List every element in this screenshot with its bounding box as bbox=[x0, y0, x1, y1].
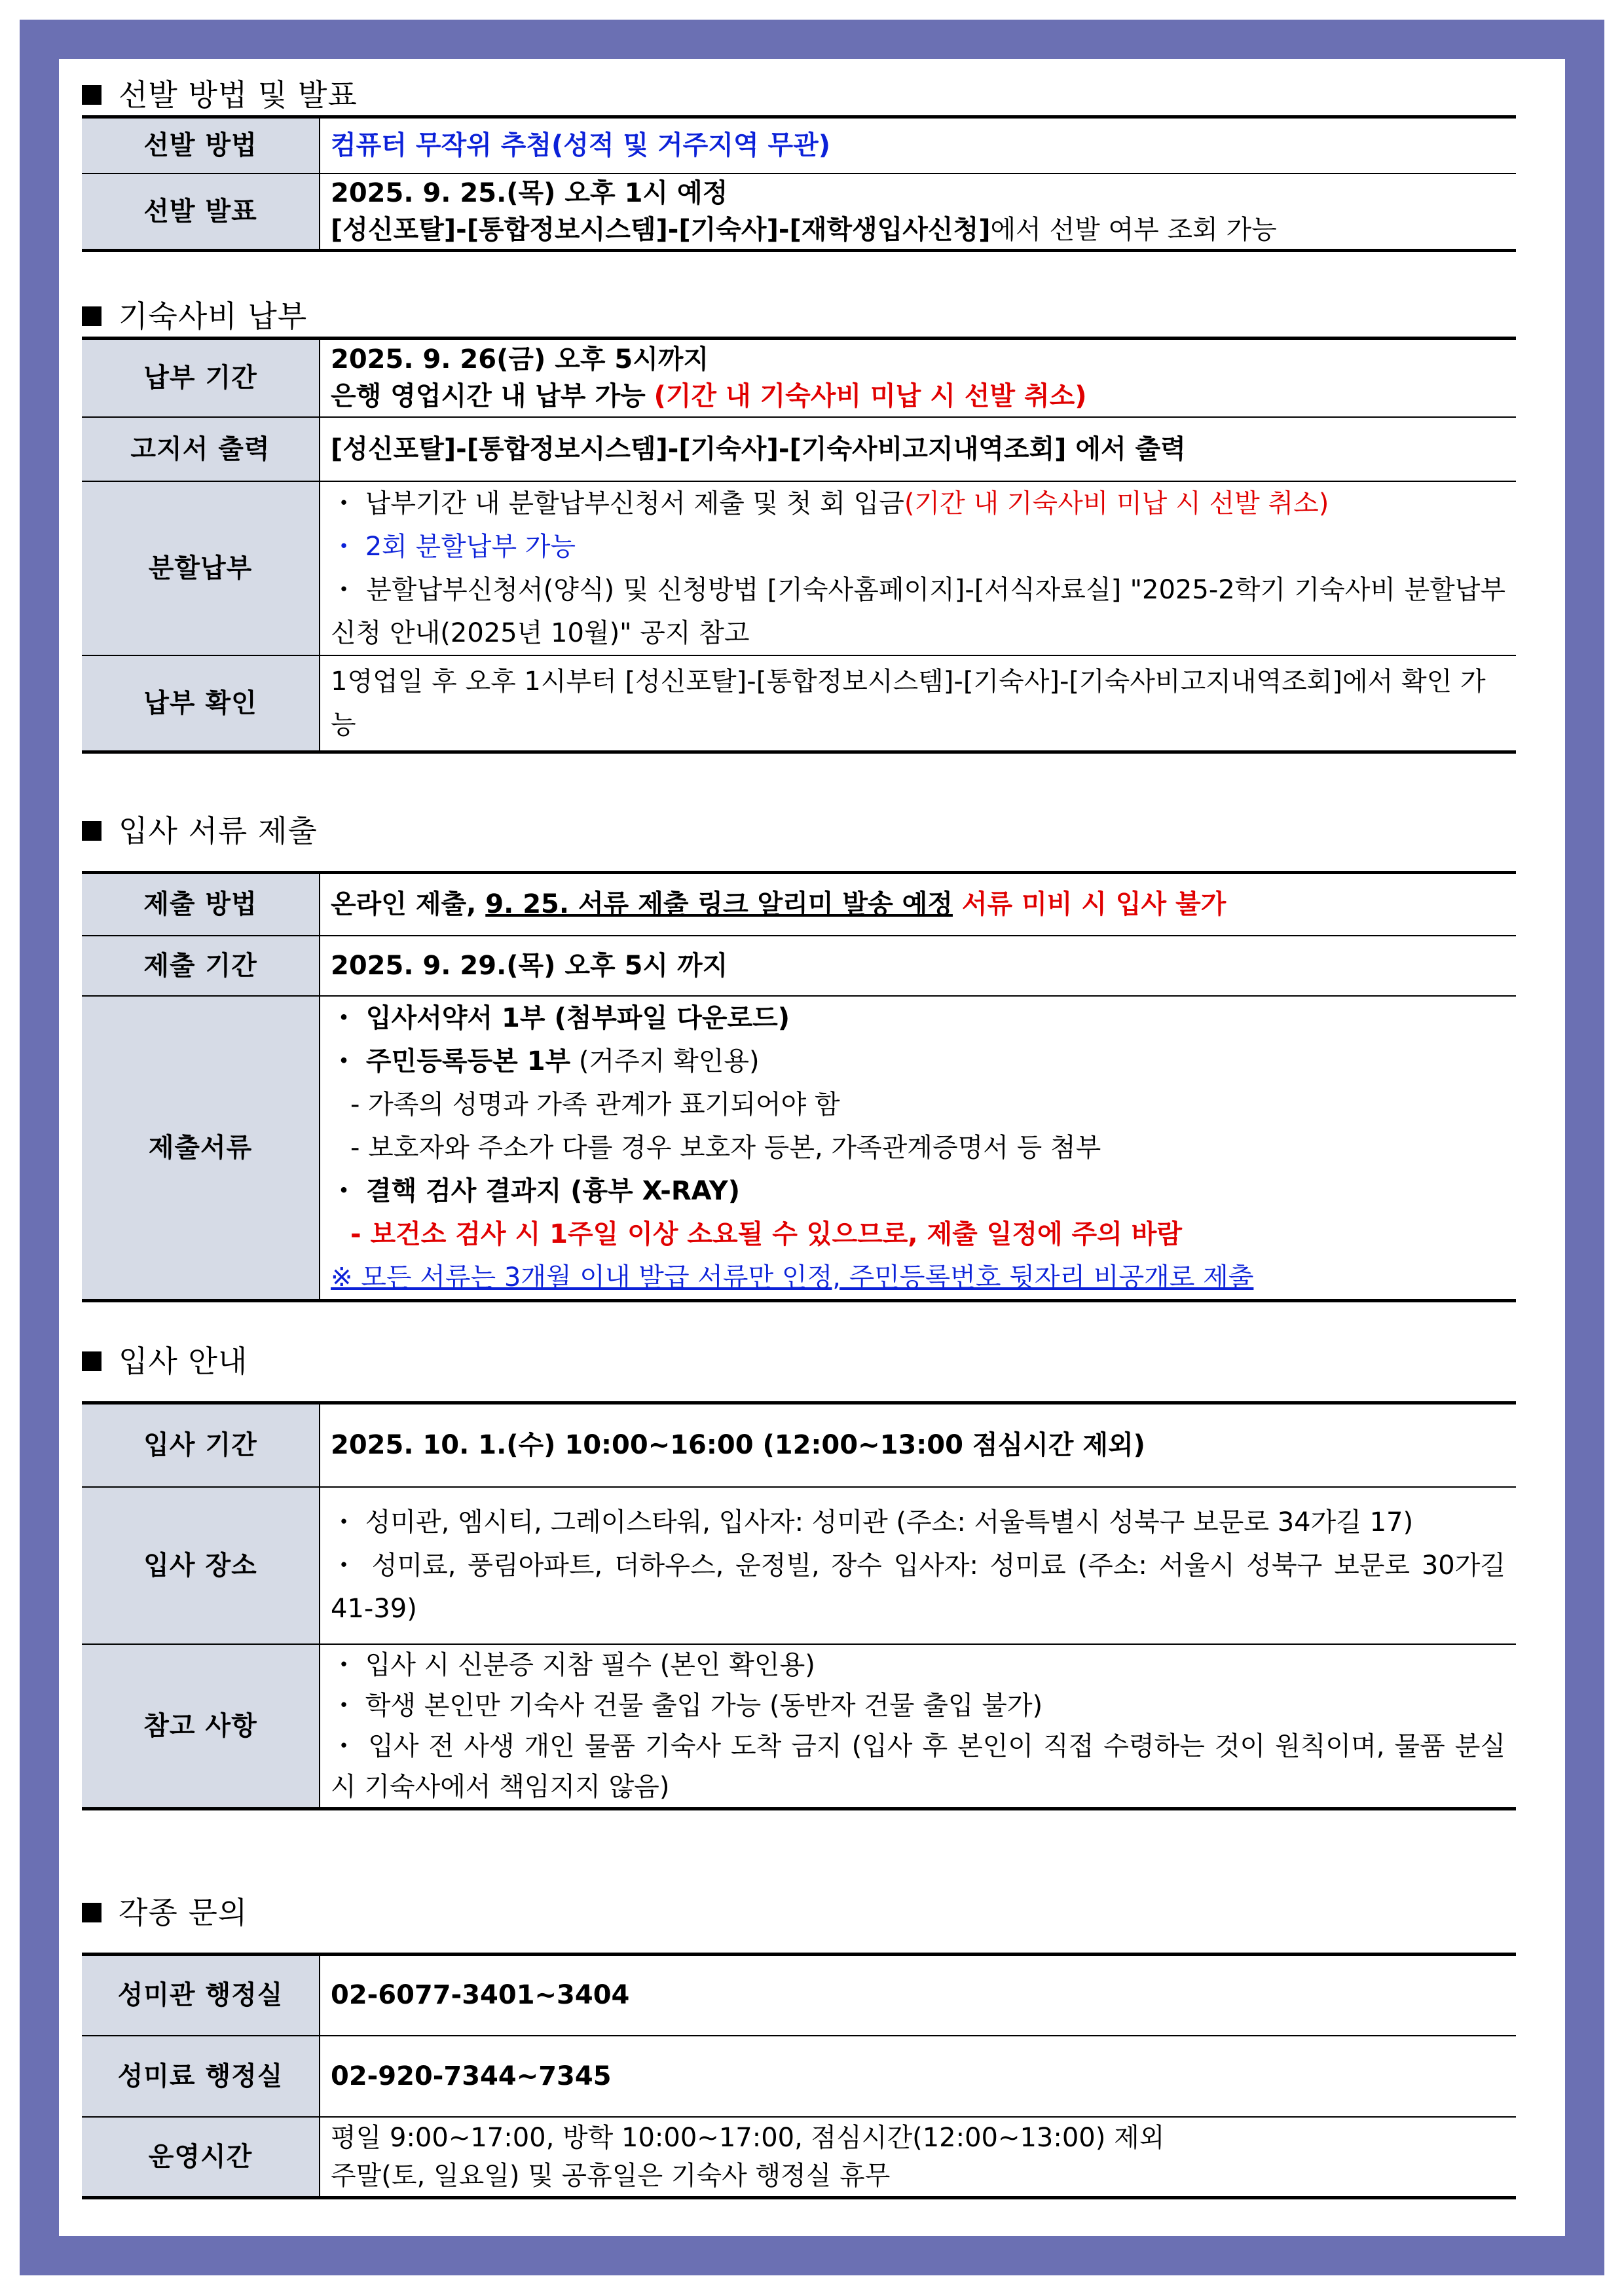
row-label: 선발 방법 bbox=[82, 117, 320, 174]
phone-number: 02-920-7344~7345 bbox=[320, 2036, 1516, 2117]
square-bullet-icon bbox=[82, 1351, 101, 1371]
table-row bbox=[82, 1955, 1516, 2036]
table-row bbox=[82, 117, 1516, 174]
row-value: 2025. 9. 26(금) 오후 5시까지 은행 영업시간 내 납부 가능 (기간 내 기숙사비 미납 시 선발 취소) bbox=[331, 344, 1087, 412]
table-row bbox=[82, 481, 1516, 655]
table-row bbox=[82, 996, 1516, 1301]
row-label: 고지서 출력 bbox=[82, 417, 320, 481]
section-movein bbox=[82, 1341, 1516, 1810]
documents-table bbox=[82, 871, 1516, 1302]
document-page bbox=[59, 59, 1565, 2236]
square-bullet-icon bbox=[82, 85, 101, 105]
row-label: 선발 발표 bbox=[82, 174, 320, 251]
table-row bbox=[82, 936, 1516, 996]
row-value: 2025. 9. 25.(목) 오후 1시 예정 [성신포탈]-[통합정보시스템]-[기숙사]-[재학생입사신청]에서 선발 여부 조회 가능 bbox=[320, 174, 1516, 251]
phone-number: 02-6077-3401~3404 bbox=[331, 1980, 630, 2011]
row-value: 1영업일 후 오후 1시부터 [성신포탈]-[통합정보시스템]-[기숙사]-[기숙사비고지내역조회]에서 확인 가능 bbox=[320, 655, 1516, 752]
row-label: 납부 기간 bbox=[82, 339, 320, 417]
row-value: 온라인 제출, 9. 25. 서류 제출 링크 알리미 발송 예정 서류 미비 시 입사 불가 bbox=[331, 889, 1227, 920]
contact-table bbox=[82, 1953, 1516, 2199]
row-label: 입사 기간 bbox=[82, 1403, 320, 1487]
row-value: ・ 입사 시 신분증 지참 필수 (본인 확인용) ・ 학생 본인만 기숙사 건물 출입 가능 (동반자 건물 출입 불가) ・ 입사 전 사생 개인 물품 기숙사 도착 금지 (입사 후 본인이 직접 수령하는 것이 원칙이며, 물품 분실 시 기숙사에서 책임지지 않음) bbox=[320, 1644, 1516, 1809]
section-contact bbox=[82, 1892, 1516, 2199]
square-bullet-icon bbox=[82, 306, 101, 326]
section-title: 입사 안내 bbox=[82, 1341, 1516, 1382]
table-row bbox=[82, 174, 1516, 251]
row-label: 제출 기간 bbox=[82, 936, 320, 996]
row-label: 운영시간 bbox=[82, 2117, 320, 2198]
row-label: 제출서류 bbox=[82, 996, 320, 1301]
row-value: 2025. 9. 29.(목) 오후 5시 까지 bbox=[320, 936, 1516, 996]
square-bullet-icon bbox=[82, 1903, 101, 1922]
row-label: 성미료 행정실 bbox=[82, 2036, 320, 2117]
row-value: 평일 9:00~17:00, 방학 10:00~17:00, 점심시간(12:00~13:00) 제외 주말(토, 일요일) 및 공휴일은 기숙사 행정실 휴무 bbox=[320, 2117, 1516, 2198]
row-value: ・ 납부기간 내 분할납부신청서 제출 및 첫 회 입금(기간 내 기숙사비 미납 시 선발 취소) ・ 2회 분할납부 가능 ・ 분할납부신청서(양식) 및 신청방법 [기숙사홈페이지]-[서식자료실] "2025-2학기 기숙사비 분할납부 신청 안내(2025년 10월)" 공지 참고 bbox=[320, 481, 1516, 655]
row-label: 성미관 행정실 bbox=[82, 1955, 320, 2036]
table-row bbox=[82, 873, 1516, 936]
section-title: 입사 서류 제출 bbox=[82, 811, 1516, 851]
row-label: 납부 확인 bbox=[82, 655, 320, 752]
table-row bbox=[82, 1403, 1516, 1487]
table-row bbox=[82, 1487, 1516, 1644]
row-value: ・ 성미관, 엠시티, 그레이스타워, 입사자: 성미관 (주소: 서울특별시 성북구 보문로 34가길 17) ・ 성미료, 풍림아파트, 더하우스, 운정빌, 장수 입사자: 성미료 (주소: 서울시 성북구 보문로 30가길 41-39) bbox=[320, 1487, 1516, 1644]
row-label: 제출 방법 bbox=[82, 873, 320, 936]
row-label: 입사 장소 bbox=[82, 1487, 320, 1644]
section-selection bbox=[82, 75, 1516, 252]
section-fee bbox=[82, 296, 1516, 754]
movein-table bbox=[82, 1401, 1516, 1810]
table-row bbox=[82, 655, 1516, 752]
table-row bbox=[82, 1644, 1516, 1809]
section-title: 기숙사비 납부 bbox=[82, 296, 1516, 337]
section-documents bbox=[82, 811, 1516, 1302]
row-label: 참고 사항 bbox=[82, 1644, 320, 1809]
table-row bbox=[82, 339, 1516, 417]
table-row bbox=[82, 417, 1516, 481]
row-value: [성신포탈]-[통합정보시스템]-[기숙사]-[기숙사비고지내역조회] 에서 출력 bbox=[320, 417, 1516, 481]
fee-table bbox=[82, 337, 1516, 754]
row-label: 분할납부 bbox=[82, 481, 320, 655]
row-value: 2025. 10. 1.(수) 10:00~16:00 (12:00~13:00 점심시간 제외) bbox=[331, 1430, 1145, 1461]
table-row bbox=[82, 2036, 1516, 2117]
row-value: ・ 입사서약서 1부 (첨부파일 다운로드) ・ 주민등록등본 1부 (거주지 확인용) - 가족의 성명과 가족 관계가 표기되어야 함 - 보호자와 주소가 다를 경우 보호자 등본, 가족관계증명서 등 첨부 ・ 결핵 검사 결과지 (흉부 X-RAY) - 보건소 검사 시 1주일 이상 소요될 수 있으므로, 제출 일정에 주의 바람 ※ 모든 서류는 3개월 이내 발급 서류만 인정, 주민등록번호 뒷자리 비공개로 제출 bbox=[320, 996, 1516, 1301]
square-bullet-icon bbox=[82, 821, 101, 841]
section-title: 선발 방법 및 발표 bbox=[82, 75, 1516, 115]
selection-table bbox=[82, 115, 1516, 252]
table-row bbox=[82, 2117, 1516, 2198]
row-value: 컴퓨터 무작위 추첨(성적 및 거주지역 무관) bbox=[331, 130, 831, 161]
section-title: 각종 문의 bbox=[82, 1892, 1516, 1933]
